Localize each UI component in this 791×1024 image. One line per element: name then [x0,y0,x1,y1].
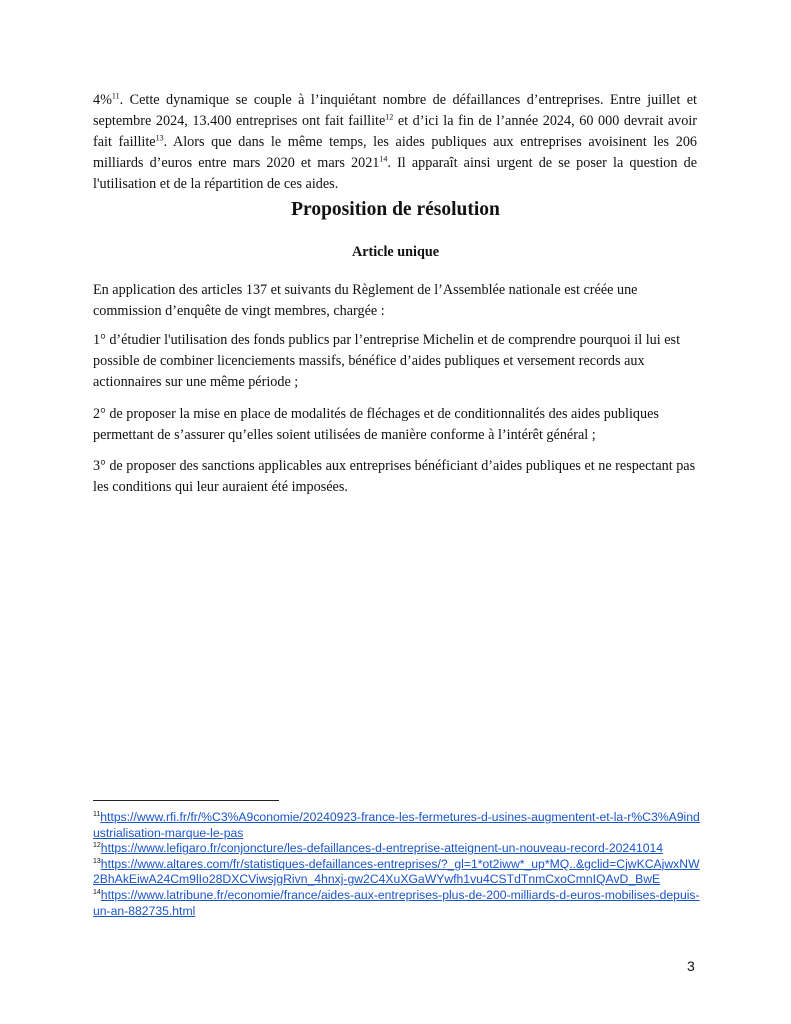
footnote-link-12[interactable]: https://www.lefigaro.fr/conjoncture/les-defaillances-d-entreprise-atteignent-un-nouveau-record-20241014 [100,841,664,856]
footnote-ref-12: 12 [385,112,394,122]
footnote-ref-14: 14 [379,154,388,164]
footnotes [93,810,703,919]
footnote-12 [93,841,703,857]
section-title: Proposition de résolution [291,199,500,220]
footnote-number: 14 [93,888,101,896]
intro-paragraph [93,90,697,195]
footnote-13 [93,857,703,888]
footnote-number: 12 [93,842,101,850]
intro-text-3: et d’ici la fin de l’année 2024, 60 000 devrait avoir fait faillite [93,113,697,150]
intro-text-5: . Il apparaît ainsi urgent de se poser la question de l'utilisation et de la répartition de ces aides. [93,155,697,192]
page-number: 3 [687,958,695,974]
article-heading: Article unique [351,244,440,260]
footnote-ref-13: 13 [155,133,164,143]
resolution-item-1: 1° d’étudier l'utilisation des fonds publics par l’entreprise Michelin et de comprendre pourquoi il lui est possible de combiner licenciements massifs, bénéfice d’aides publiques et versement records aux actionnaires sur une même période ; [93,332,681,390]
resolution-paragraph-intro: En application des articles 137 et suivants du Règlement de l’Assemblée nationale est créée une commission d’enquête de vingt membres, chargée : [93,282,638,319]
footnote-11 [93,810,703,841]
intro-text-1: 4% [93,92,112,108]
footnote-link-14[interactable]: https://www.latribune.fr/economie/france/aides-aux-entreprises-plus-de-200-milliards-d-euros-mobilises-depuis-un-an-882735.html [93,887,700,918]
footnote-ref-11: 11 [111,91,120,101]
intro-text-2: . Cette dynamique se couple à l’inquiétant nombre de défaillances d’entreprises. Entre juillet et septembre 2024, 13.400 entreprises ont fait faillite [93,92,697,129]
footnote-number: 11 [93,810,101,818]
footnote-number: 13 [93,857,101,865]
resolution-item-2: 2° de proposer la mise en place de modalités de fléchages et de conditionnalités des aides publiques permettant de s’assurer qu’elles soient utilisées de manière conforme à l’intérêt général ; [93,406,659,443]
footnote-link-11[interactable]: https://www.rfi.fr/fr/%C3%A9conomie/20240923-france-les-fermetures-d-usines-augmentent-et-la-r%C3%A9industrialisation-marque-le-pas [93,810,700,840]
footnote-14 [93,888,703,919]
footnote-link-13[interactable]: https://www.altares.com/fr/statistiques-defaillances-entreprises/?_gl=1*ot2iww*_up*MQ..&gclid=CjwKCAjwxNW2BhAkEiwA24Cm9lIo28DXCViwsjgRivn_4hnxj-gw2C4XuXGaWYwfh1vu4CSTdTnmCxoCmnIQAvD_BwE [93,856,700,887]
intro-text-4: . Alors que dans le même temps, les aides publiques aux entreprises avoisinent les 206 milliards d’euros entre mars 2020 et mars 2021 [93,134,698,171]
footnote-separator [93,800,279,801]
resolution-item-3: 3° de proposer des sanctions applicables aux entreprises bénéficiant d’aides publiques et ne respectant pas les conditions qui leur auraient été imposées. [93,458,696,495]
